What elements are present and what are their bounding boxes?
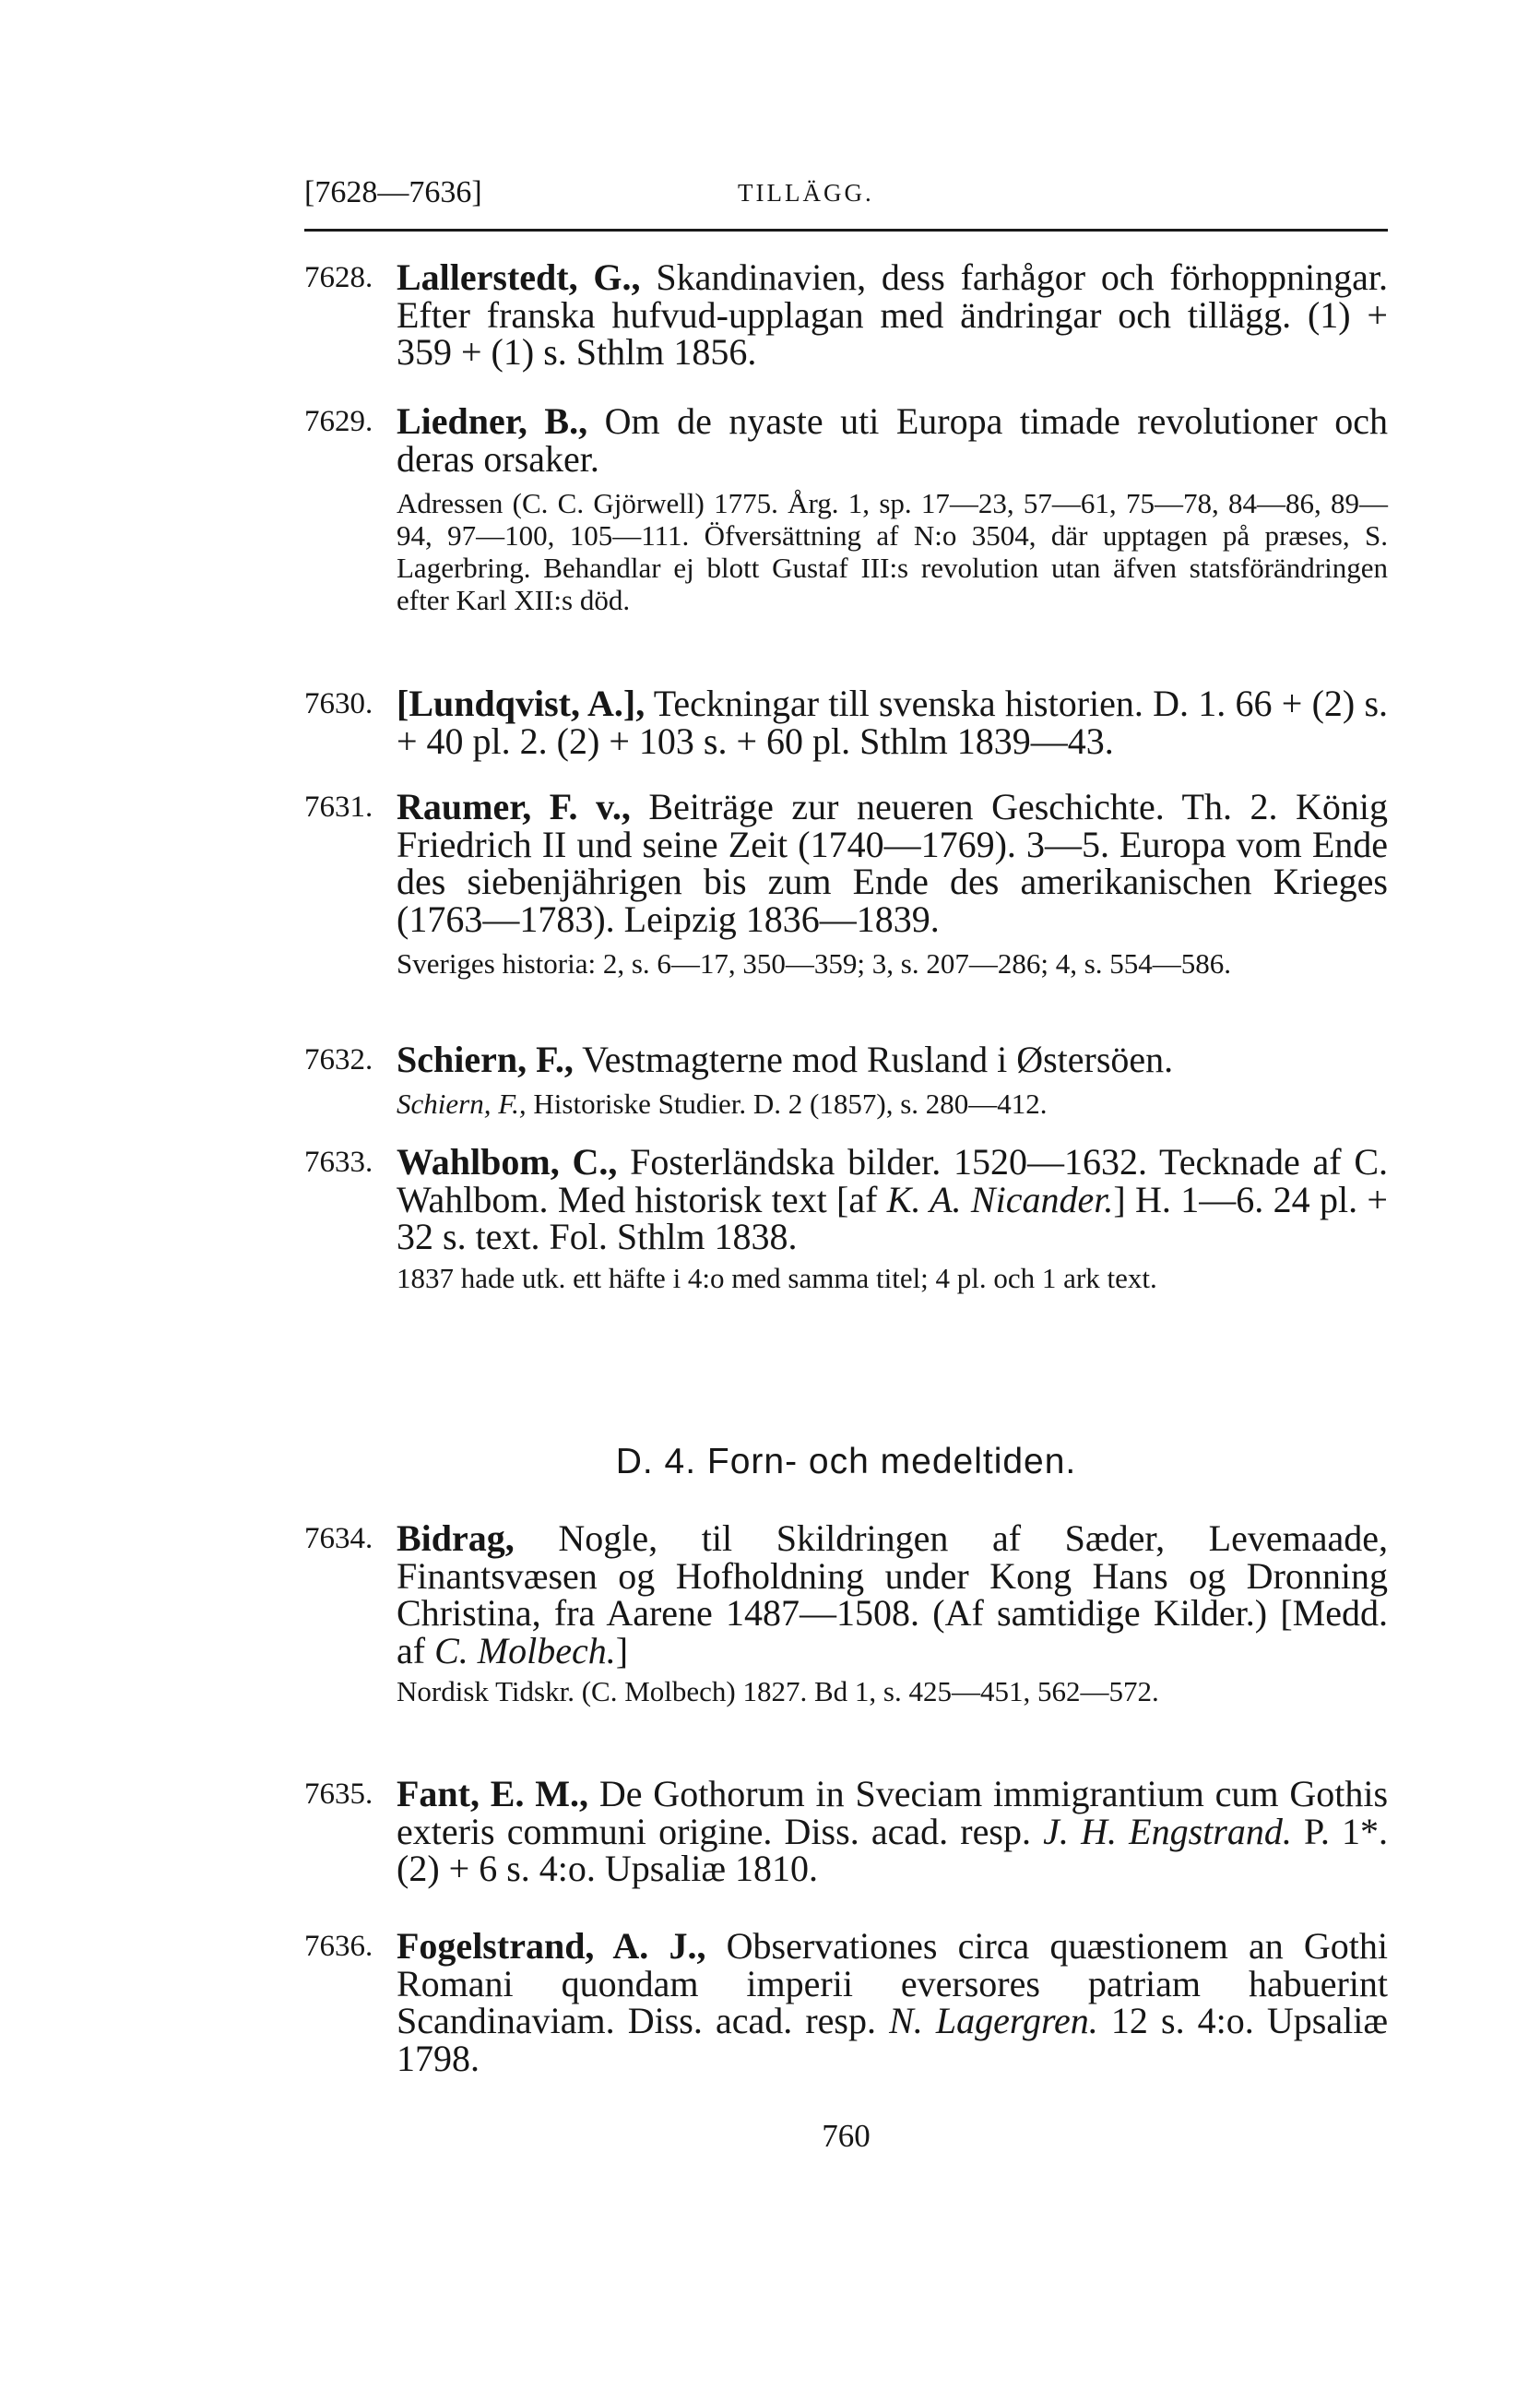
entry-author: Fant, E. M., [397, 1773, 589, 1814]
entry-author: Lallerstedt, G., [397, 256, 641, 298]
entry-note: Sveriges historia: 2, s. 6—17, 350—359; 3, s. 207—286; 4, s. 554—586. [397, 947, 1232, 980]
section-title: D. 4. Forn- och medeltiden. [615, 1442, 1077, 1481]
page-number: 760 [822, 2118, 871, 2154]
entry-text: Wahlbom, C., Fosterländska bilder. 1520—1632. Tecknade af C. Wahlbom. Med historisk text [af K. A. Nicander.] H. 1—6. 24 pl. + 32 s. text. Fol. Sthlm 1838. [397, 1141, 1389, 1257]
entry-number: 7636. [304, 1930, 373, 1963]
entry-text: Liedner, B., Om de nyaste uti Europa timade revolutioner och deras orsaker. [397, 400, 1389, 480]
entry-note: Adressen (C. C. Gjörwell) 1775. Årg. 1, sp. 17—23, 57—61, 75—78, 84—86, 89—94, 97—100, 105—111. Öfversättning af N:o 3504, där upptagen på præses, S. Lagerbring. Behandlar ej blott Gustaf III:s revolution utan äfven statsförändringen efter Karl XII:s död. [397, 487, 1388, 616]
entry-text: Bidrag, Nogle, til Skildringen af Sæder, Levemaade, Finantsvæsen og Hofholdning under Kong Hans og Dronning Christina, fra Aarene 1487—1508. (Af samtidige Kilder.) [Medd. af C. Molbech.] [397, 1517, 1388, 1671]
entry-author: Liedner, B., [397, 400, 588, 442]
entry-number: 7634. [304, 1522, 373, 1555]
entry-number: 7630. [304, 687, 373, 720]
entry-number: 7632. [304, 1043, 373, 1076]
entry-text: [Lundqvist, A.], Teckningar till svenska historien. D. 1. 66 + (2) s. + 40 pl. 2. (2) + 103 s. + 60 pl. Sthlm 1839—43. [397, 683, 1389, 762]
header-rule [304, 229, 1388, 232]
entry-author: Wahlbom, C., [397, 1141, 618, 1183]
entry-number: 7635. [304, 1778, 373, 1811]
running-title: TILLÄGG. [738, 179, 874, 207]
entry-text: Lallerstedt, G., Skandinavien, dess farhågor och förhoppningar. Efter franska hufvud-upplagan med ändringar och tillägg. (1) + 359 + (1) s. Sthlm 1856. [397, 256, 1389, 373]
entry-author: [Lundqvist, A.], [397, 683, 646, 724]
note-author: Schiern, F., [397, 1088, 527, 1120]
entry-range: [7628—7636] [304, 175, 482, 209]
entry-author: Bidrag, [397, 1517, 515, 1559]
entry-editor: C. Molbech. [434, 1629, 616, 1671]
entry-author: Schiern, F., [397, 1039, 574, 1080]
entry-number: 7633. [304, 1146, 373, 1179]
entry-text: Raumer, F. v., Beiträge zur neueren Geschichte. Th. 2. König Friedrich II und seine Zeit (1740—1769). 3—5. Europa vom Ende des siebenjährigen bis zum Ende des amerikanischen Krieges (1763—1783). Leipzig 1836—1839. [397, 786, 1389, 940]
entry-text: Fant, E. M., De Gothorum in Sveciam immigrantium cum Gothis exteris communi origine. Diss. acad. resp. J. H. Engstrand. P. 1*. (2) + 6 s. 4:o. Upsaliæ 1810. [397, 1773, 1389, 1889]
entry-text: Schiern, F., Vestmagterne mod Rusland i Østersöen. [397, 1039, 1174, 1080]
entry-text: Fogelstrand, A. J., Observationes circa quæstionem an Gothi Romani quondam imperii eversores patriam habuerint Scandinaviam. Diss. acad. resp. N. Lagergren. 12 s. 4:o. Upsaliæ 1798. [397, 1925, 1389, 2079]
entry-note: Schiern, F., Historiske Studier. D. 2 (1857), s. 280—412. [397, 1088, 1048, 1120]
respondent: J. H. Engstrand. [1043, 1810, 1292, 1852]
entry-number: 7631. [304, 791, 373, 824]
entry-number: 7629. [304, 405, 373, 438]
entry-author: Fogelstrand, A. J., [397, 1925, 706, 1967]
entry-editor: K. A. Nicander. [886, 1178, 1114, 1220]
running-header [304, 175, 1388, 231]
entry-note: Nordisk Tidskr. (C. Molbech) 1827. Bd 1, s. 425—451, 562—572. [397, 1675, 1159, 1707]
entry-author: Raumer, F. v., [397, 786, 631, 827]
entry-note: 1837 hade utk. ett häfte i 4:o med samma titel; 4 pl. och 1 ark text. [397, 1262, 1157, 1294]
entry-number: 7628. [304, 261, 373, 294]
respondent: N. Lagergren. [889, 2000, 1098, 2041]
